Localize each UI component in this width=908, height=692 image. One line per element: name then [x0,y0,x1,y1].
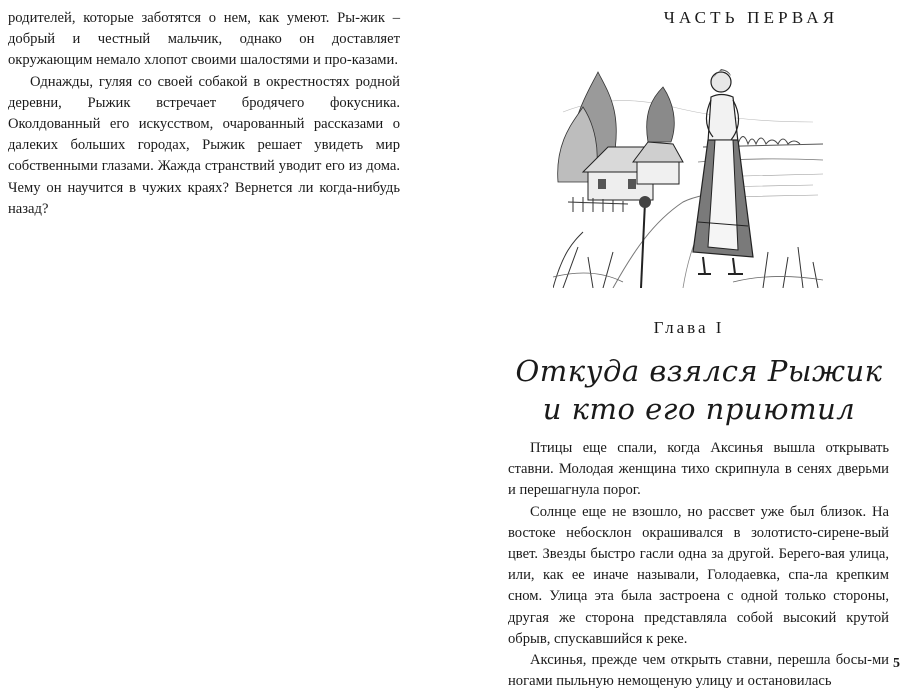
page-number: 5 [893,656,900,671]
paragraph: Аксинья, прежде чем открыть ставни, перешла босы-ми ногами пыльную немощеную улицу и остановилась [508,652,889,690]
right-page [454,0,908,690]
left-page-text [8,8,400,220]
paragraph: Однажды, гуляя со своей собакой в окрестностях родной деревни, Рыжик встречает бродячего фокусника. Околдованный его искусством, очарованный рассказами о далеких больших городах, Рыжик решает увидеть мир собственными глазами. Жажда странствий уводит его из дома. Чему он научится в чужих краях? Вернется ли когда-нибудь назад? [8,73,400,217]
chapter-title [514,352,884,428]
chapter-title-line: Откуда взялся Рыжик [515,354,883,388]
paragraph: Солнце еще не взошло, но рассвет уже был близок. На востоке небосклон окрашивался в золотисто-сирене-вый цвет. Звезды быстро гасли одна за другой. Берего-вая улица, или, как ее иначе называли, Голодаевка, спа-ла крепким сном. Улица эта была застроена с одной только стороны, другая же сторона представляла собой высокий крутой обрыв, спускавшийся к реке. [508,503,889,647]
left-page [0,0,454,678]
chapter-title-line: и кто его приютил [542,392,856,426]
paragraph: Птицы еще спали, когда Аксинья вышла открывать ставни. Молодая женщина тихо скрипнула в сенях дверьми и перешагнула порог. [508,440,889,499]
right-page-text [508,438,889,692]
part-title: ЧАСТЬ ПЕРВАЯ [663,8,839,27]
chapter-label: Глава I [653,318,725,337]
paragraph: родителей, которые заботятся о нем, как умеют. Ры-жик – добрый и честный мальчик, однако он доставляет окружающим немало хлопот своими шалостями и про-казами. [8,10,400,69]
chapter-illustration [553,52,823,288]
